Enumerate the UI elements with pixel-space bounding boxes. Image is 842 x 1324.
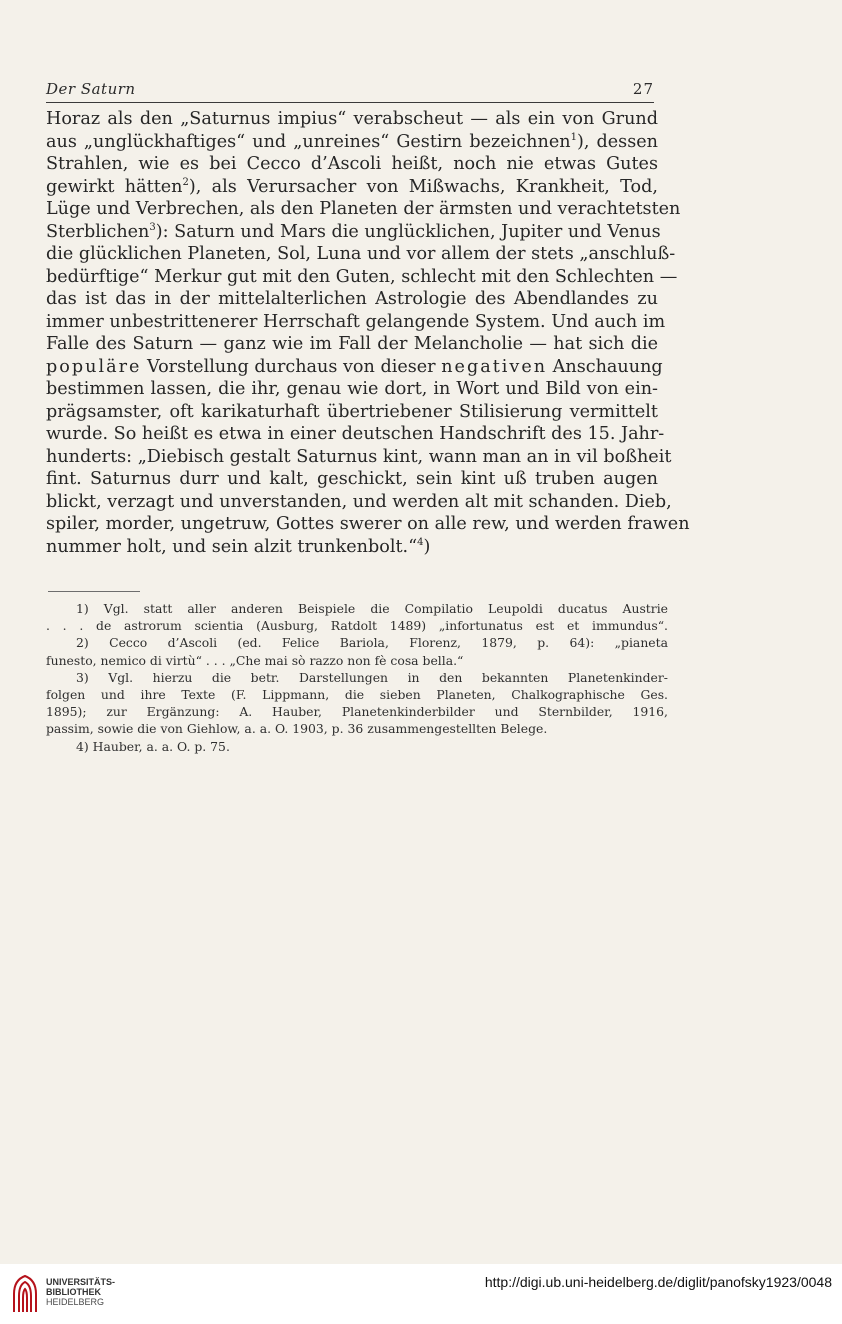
text-line: bedürftige“ Merkur gut mit den Guten, schlecht mit den Schlechten — <box>46 266 678 287</box>
text-line: nummer holt, und sein alzit trunkenbolt.“$^4$) <box>46 536 431 557</box>
text-line: Horaz als den „Saturnus impius“ verabscheut — als ein von Grund <box>46 109 658 129</box>
footer-bar <box>0 1264 842 1324</box>
heidelberg-library-logo-icon[interactable] <box>10 1272 40 1314</box>
text-line: Lüge und Verbrechen, als den Planeten der ärmsten und verachtetsten <box>46 199 681 219</box>
permalink[interactable]: http://digi.ub.uni-heidelberg.de/diglit/panofsky1923/0048 <box>484 1274 832 1290</box>
running-header <box>46 80 654 103</box>
emphasized-word: populäre <box>46 356 142 377</box>
footnote-ref: 2 <box>182 176 189 188</box>
footnote-line: . . . de astrorum scientia (Ausburg, Ratdolt 1489) „infortunatus est et immundus“. <box>46 618 668 634</box>
text-line: bestimmen lassen, die ihr, genau wie dort, in Wort und Bild von ein- <box>46 379 658 399</box>
text-line: spiler, morder, ungetruw, Gottes swerer on alle rew, und werden frawen <box>46 514 690 534</box>
text-line: Strahlen, wie es bei Cecco d’Ascoli heißt, noch nie etwas Gutes <box>46 154 658 174</box>
text-line: immer unbestrittenerer Herrschaft gelangende System. Und auch im <box>46 311 666 332</box>
text-line: das ist das in der mittelalterlichen Astrologie des Abendlandes zu <box>46 289 658 309</box>
main-text <box>46 108 690 558</box>
footnote-ref: 1 <box>570 131 577 143</box>
running-title: Der Saturn <box>46 80 136 98</box>
emphasized-word: negativen <box>441 356 548 377</box>
footnote-line: 3) Vgl. hierzu die betr. Darstellungen in den bekannten Planetenkinder- <box>76 669 668 685</box>
footnote-line: 2) Cecco d’Ascoli (ed. Felice Bariola, Florenz, 1879, p. 64): „pianeta <box>76 635 668 651</box>
text-line: die glücklichen Planeten, Sol, Luna und vor allem der stets „anschluß- <box>46 244 676 264</box>
footnote-ref: 4 <box>417 536 424 548</box>
library-name: UNIVERSITÄTS- BIBLIOTHEK HEIDELBERG <box>46 1277 116 1307</box>
text-line: blickt, verzagt und unverstanden, und werden alt mit schanden. Dieb, <box>46 491 672 512</box>
text-line: aus „unglückhaftiges“ und „unreines“ Gestirn bezeichnen$^1$), dessen <box>46 131 658 152</box>
footnote-line: funesto, nemico di virtù“ . . . „Che mai sò razzo non fè cosa bella.“ <box>46 652 464 668</box>
text-line: fint. Saturnus durr und kalt, geschickt, sein kint uß truben augen <box>46 469 658 489</box>
footnotes <box>46 600 668 755</box>
page-number: 27 <box>632 80 654 98</box>
text-line: prägsamster, oft karikaturhaft übertriebener Stilisierung vermittelt <box>46 401 658 422</box>
text-line: Falle des Saturn — ganz wie im Fall der Melancholie — hat sich die <box>46 334 658 354</box>
footnote-divider <box>48 591 140 592</box>
footnote-line: passim, sowie die von Giehlow, a. a. O. 1903, p. 36 zusammengestellten Belege. <box>46 721 548 737</box>
footnote-line: folgen und ihre Texte (F. Lippmann, die sieben Planeten, Chalkographische Ges. <box>46 687 668 703</box>
footnote-line: 4) Hauber, a. a. O. p. 75. <box>76 738 230 754</box>
text-line: wurde. So heißt es etwa in einer deutschen Handschrift des 15. Jahr- <box>46 424 665 444</box>
text-line: gewirkt hätten$^2$), als Verursacher von Mißwachs, Krankheit, Tod, <box>46 176 658 197</box>
footnote-ref: 3 <box>149 221 156 233</box>
text-line: populäre Vorstellung durchaus von dieser negativen Anschauung <box>46 356 663 377</box>
text-line: Sterblichen$^3$): Saturn und Mars die unglücklichen, Jupiter und Venus <box>46 221 661 242</box>
text-line: hunderts: „Diebisch gestalt Saturnus kint, wann man an in vil boßheit <box>46 446 672 467</box>
footnote-line: 1) Vgl. statt aller anderen Beispiele die Compilatio Leupoldi ducatus Austrie <box>76 601 668 616</box>
footnote-line: 1895); zur Ergänzung: A. Hauber, Planetenkinderbilder und Sternbilder, 1916, <box>46 704 668 720</box>
